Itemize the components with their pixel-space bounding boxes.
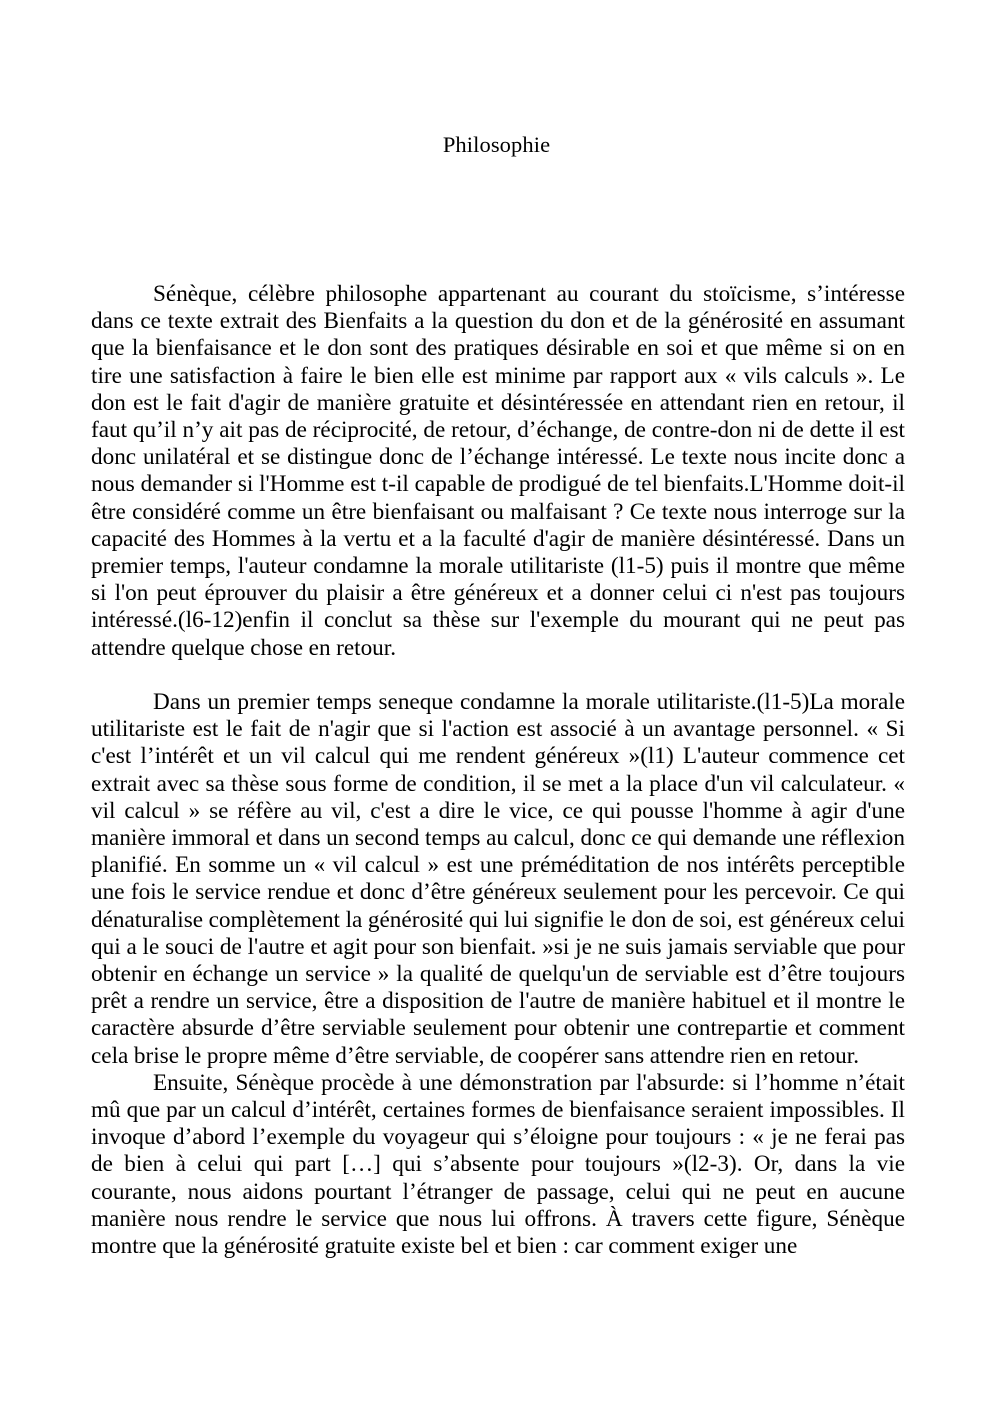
paragraph-partie-1: Dans un premier temps seneque condamne la morale utilitariste.(l1-5)La morale utilitariste est le fait de n'agir que si l'action est associé à un avantage personnel. « Si c'est l’intérêt et un vil calcul qui me rendent généreux »(l1) L'auteur commence cet extrait avec sa thèse sous forme de condition, il se met a la place d'un vil calculateur. « vil calcul » se réfère au vil, c'est a dire le vice, ce qui pousse l'homme à agir d'une manière immoral et dans un second temps au calcul, donc ce qui demande une réflexion planifié. En somme un « vil calcul » est une préméditation de nos intérêts perceptible une fois le service rendue et donc d’être généreux seulement pour les percevoir. Ce qui dénaturalise complètement la générosité qui lui signifie le don de soi, est généreux celui qui a le souci de l'autre et agit pour son bienfait. »si je ne suis jamais serviable que pour obtenir en échange un service » la qualité de quelqu'un de serviable est d’être toujours prêt a rendre un service, être a disposition de l'autre de manière habituel et il montre le caractère absurde d’être serviable seulement pour obtenir une contrepartie et comment cela brise le propre même d’être serviable, de coopérer sans attendre rien en retour. bbox=[91, 689, 905, 1069]
document-body bbox=[91, 281, 905, 1264]
page-title: Philosophie bbox=[442, 132, 551, 157]
paragraph-partie-2: Ensuite, Sénèque procède à une démonstration par l'absurde: si l’homme n’était mû que par un calcul d’intérêt, certaines formes de bienfaisance seraient impossibles. Il invoque d’abord l’exemple du voyageur qui s’éloigne pour toujours : « je ne ferai pas de bien à celui qui part […] qui s’absente pour toujours »(l2-3). Or, dans la vie courante, nous aidons pourtant l’étranger de passage, celui qui ne peut en aucune manière nous rendre le service que nous lui offrons. À travers cette figure, Sénèque montre que la générosité gratuite existe bel et bien : car comment exiger une bbox=[91, 1069, 905, 1260]
paragraph-intro: Sénèque, célèbre philosophe appartenant au courant du stoïcisme, s’intéresse dans ce texte extrait des Bienfaits a la question du don et de la générosité en assumant que la bienfaisance et le don sont des pratiques désirable en soi et que même si on en tire une satisfaction à faire le bien elle est minime par rapport aux « vils calculs ». Le don est le fait d'agir de manière gratuite et désintéressée en attendant rien en retour, il faut qu’il n’y ait pas de réciprocité, de retour, d’échange, de contre-don ni de dette il est donc unilatéral et se distingue donc de l’échange intéressé. Le texte nous incite donc a nous demander si l'Homme est t-il capable de prodigué de tel bienfaits.L'Homme doit-il être considéré comme un être bienfaisant ou malfaisant ? Ce texte nous interroge sur la capacité des Hommes à la vertu et a la faculté d'agir de manière désintéressé. Dans un premier temps, l'auteur condamne la morale utilitariste (l1-5) puis il montre que même si l'on peut éprouver du plaisir a être généreux et a donner celui ci n'est pas toujours intéressé.(l6-12)enfin il conclut sa thèse sur l'exemple du mourant qui ne peut pas attendre quelque chose en retour. bbox=[91, 281, 905, 661]
